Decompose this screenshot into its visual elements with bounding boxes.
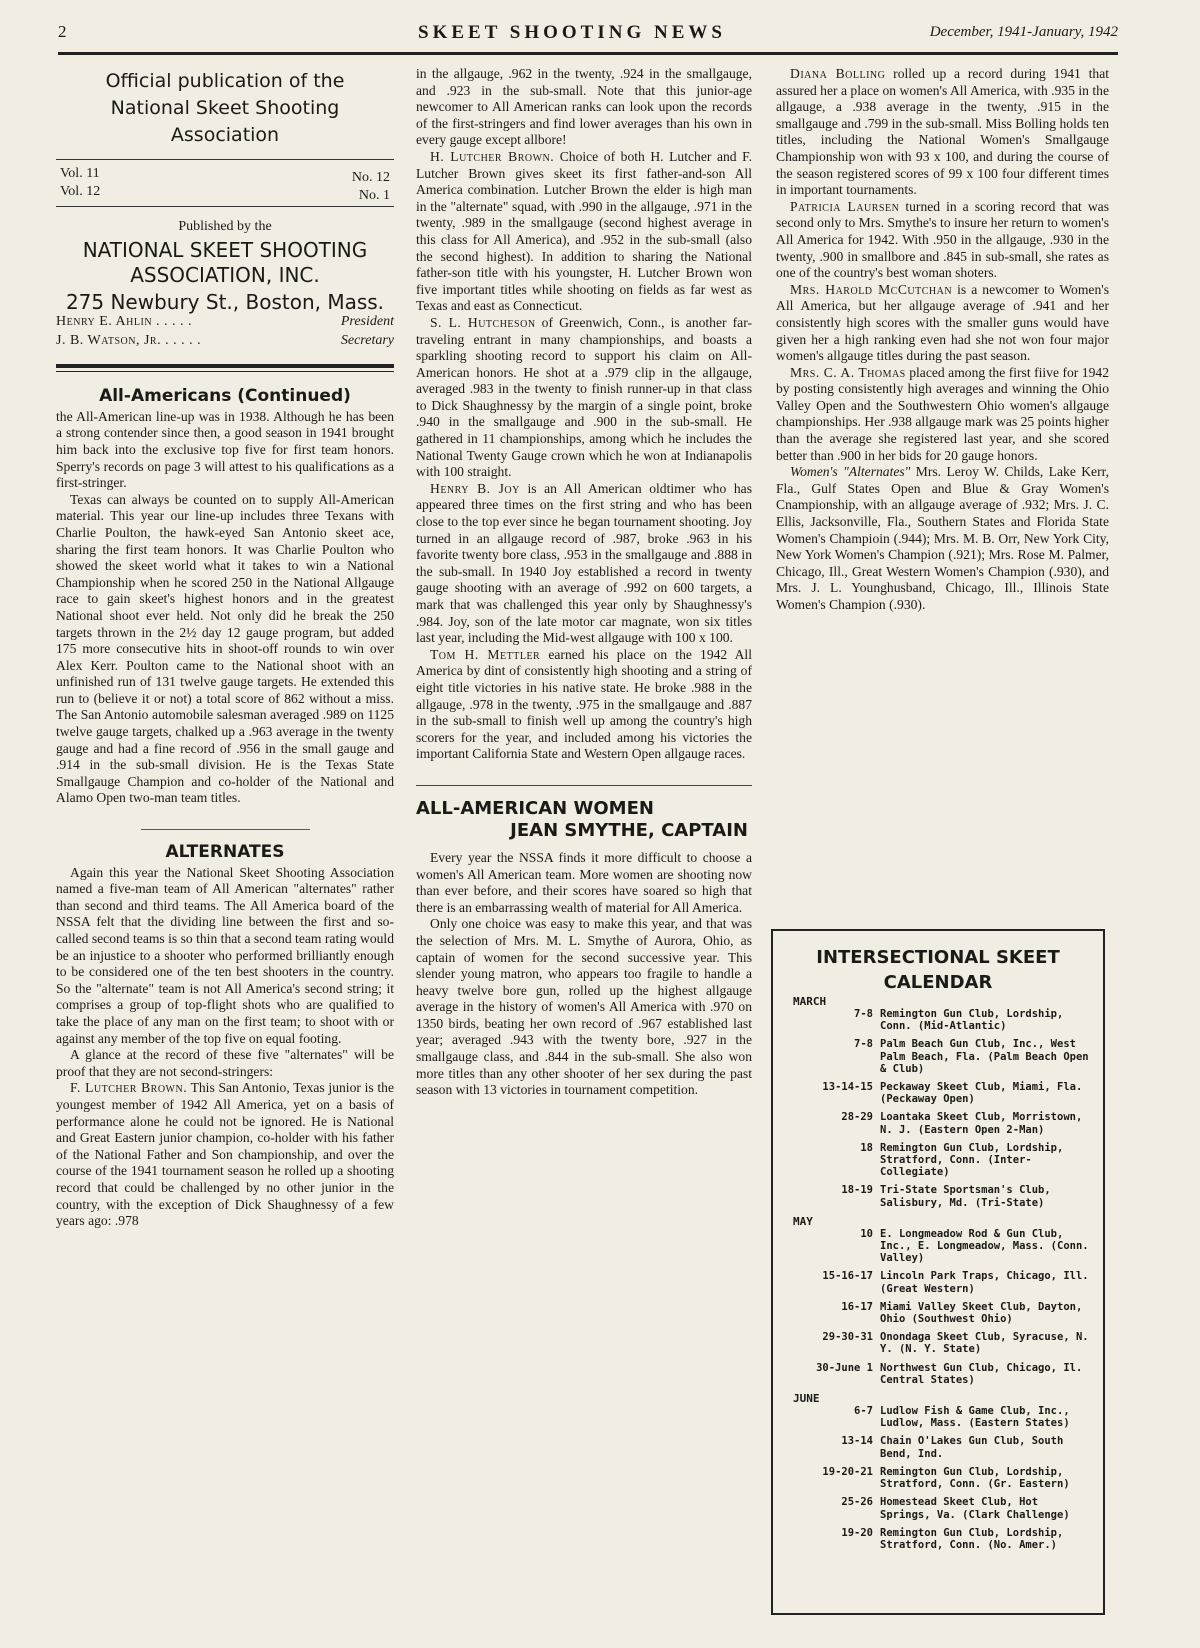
calendar-entry bbox=[773, 1270, 1103, 1294]
column-3 bbox=[776, 66, 1109, 614]
number-1: No. 12 bbox=[351, 170, 390, 185]
alternates-paragraph: Again this year the National Skeet Shooting Association named a five-man team of All American "alternates" rather than second and third teams. The All America board of the NSSA felt that the dividing line between the first and so-called second teams is so thin that a second team rating would be an injustice to a shooter who performed brilliantly enough to be considered one of the ten best shooters in the country. So the "alternate" team is not All America's second string; it comprises a group of top-flight shots who are qualified to take the place of any man on the first team; to shoot with or against any member of the top five on equal footing. bbox=[56, 864, 394, 1046]
volume-info bbox=[56, 159, 394, 207]
shooter-name: Patricia Laursen bbox=[790, 198, 900, 214]
calendar-entry-date: 29-30-31 bbox=[822, 1331, 873, 1344]
all-americans-paragraph: Texas can always be counted on to supply All-American material. This year our line-up includes three Texans with Charlie Poulton, the hawk-eyed San Antonio skeet ace, sharing the first team honors. It was Charlie Poulton who showed the skeet world what it takes to win a National Championship when he scored 250 in the National Allgauge race to gain skeet's highest honors and in the greatest National shoot ever held. Not only did he break the 250 targets thrown in the 2½ day 12 gauge program, but added 175 more consecutive hits in shoot-off rounds to win over Alex Kerr. Poulton came to the National shoot with an unfinished run of 131 twelve gauge targets. He extended this run to (believe it or not) a total score of 862 without a miss. The San Antonio automobile salesman averaged .989 on 1125 twelve gauge targets, chalked up a .963 average in the twenty gauge and had a fine record of .956 in the small gauge and .914 in the sub-small division. He is the Texas State Smallgauge Champion and co-holder of the National and Alamo Open two-man team titles. bbox=[56, 491, 394, 806]
page-header bbox=[58, 22, 1118, 55]
masthead-title: Official publication of the National Skeet Shooting Association bbox=[105, 70, 345, 146]
officer-president: Henry E. Ahlin . . . . . President bbox=[56, 314, 394, 330]
calendar-entry-event: Tri-State Sportsman's Club, Salisbury, Md. (Tri-State) bbox=[880, 1184, 1051, 1209]
number-2: No. 1 bbox=[358, 188, 390, 203]
calendar-entry-event: Loantaka Skeet Club, Morristown, N. J. (Eastern Open 2-Man) bbox=[880, 1111, 1083, 1136]
alternates-paragraph: Tom H. Mettler earned his place on the 1942 All America by dint of consistently high shooting and a string of eight title victories in his native state. He broke .988 in the allgauge, .978 in the twenty, .975 in the smallgauge and .887 in the sub-small to finish well up among the country's high scorers for the year, and included among his victories the important California State and Western Open allgauge races. bbox=[416, 646, 752, 762]
section-divider bbox=[141, 829, 310, 830]
calendar-entry-date: 18 bbox=[860, 1141, 873, 1154]
volume-1: Vol. 11 bbox=[60, 166, 100, 181]
shooter-name: F. Lutcher Brown. bbox=[70, 1080, 188, 1096]
publication-name: SKEET SHOOTING NEWS bbox=[418, 22, 726, 43]
calendar-entry-date: 13-14 bbox=[841, 1435, 873, 1448]
calendar-entry bbox=[773, 1435, 1103, 1459]
calendar-entry-event: E. Longmeadow Rod & Gun Club, Inc., E. Longmeadow, Mass. (Conn. Valley) bbox=[880, 1227, 1089, 1265]
calendar-entry-date: 7-8 bbox=[854, 1008, 873, 1020]
alternates-paragraph: H. Lutcher Brown. Choice of both H. Lutcher and F. Lutcher Brown gives skeet its first father-and-son All America combination. Lutcher Brown the elder is high man in the "alternate" squad, with .990 in the allgauge, .971 in the twenty, .989 in the smallgauge (second highest average in this class for All America), and .952 in the sub-small (also the second highest). In addition to sharing the National father-son title with his youngster, H. Lutcher Brown won five important titles while shooting on fields as far west as Texas and east as Connecticut. bbox=[416, 148, 753, 314]
calendar-entry-date: 6-7 bbox=[854, 1405, 873, 1418]
published-by: Published by the bbox=[178, 219, 272, 234]
calendar-entry bbox=[773, 1142, 1103, 1179]
calendar-entry-event: Chain O'Lakes Gun Club, South Bend, Ind. bbox=[880, 1435, 1064, 1460]
calendar-month: JUNE bbox=[793, 1392, 820, 1406]
calendar-entry bbox=[773, 1184, 1103, 1208]
calendar-entry bbox=[773, 1527, 1103, 1551]
calendar-entry-date: 30-June 1 bbox=[816, 1361, 873, 1374]
masthead-rule bbox=[56, 364, 394, 372]
calendar-entry-date: 7-8 bbox=[854, 1038, 873, 1051]
alternates-paragraph: F. Lutcher Brown. This San Antonio, Texas junior is the youngest member of 1942 All America, yet on a basis of performance alone he could not be ignored. He is National and Great Eastern junior champion, co-holder with his father of the National Father and Son championship, and over the course of the 1941 tournament season he rolled up a shooting record that could be challenged by no other junior in the country, with the exception of Dick Shaughnessy of a few years ago: .978 bbox=[56, 1080, 394, 1229]
shooter-name: Women's "Alternates" bbox=[790, 464, 911, 480]
calendar-entry-event: Miami Valley Skeet Club, Dayton, Ohio (Southwest Ohio) bbox=[880, 1300, 1083, 1326]
association-name: NATIONAL SKEET SHOOTING ASSOCIATION, INC. bbox=[82, 237, 368, 287]
alternates-paragraph: S. L. Hutcheson of Greenwich, Conn., is another far-traveling entrant in many championships, and boasts a sparkling shooting record to support his claim on All-American honors. He shot at a .979 clip in the allgauge, averaged .983 in the twenty to finish runner-up in that class to Dick Shaughnessy by the margin of a single point, broke .940 in the smallgauge and .900 in the sub-small. He gathered in 11 championships, among which he includes the National Twenty Gauge crown which he won at Indianapolis with 100 straight. bbox=[416, 314, 752, 480]
page-number: 2 bbox=[58, 22, 67, 41]
calendar-entry bbox=[773, 1362, 1103, 1386]
calendar-entry bbox=[773, 1466, 1103, 1490]
women-paragraph: Patricia Laursen turned in a scoring record that was second only to Mrs. Smythe's to insure her return to women's All America for 1942. With .950 in the allgauge, .930 in the twenty, .900 in smallbore and .845 in sub-small, she rates as one of the country's best woman shoters. bbox=[776, 198, 1109, 281]
all-americans-heading: All-Americans (Continued) bbox=[99, 386, 351, 407]
shooter-name: Mrs. C. A. Thomas bbox=[790, 364, 906, 380]
column-2 bbox=[416, 66, 752, 1099]
calendar-entry bbox=[773, 1081, 1103, 1105]
calendar-entry-date: 10 bbox=[860, 1227, 873, 1240]
alternates-paragraph: in the allgauge, .962 in the twenty, .924 in the smallgauge, and .923 in the sub-small. Note that this junior-age newcomer to All American ranks can look upon the records of the first-stringers and find lower averages than his own in every gauge except allbore! bbox=[416, 66, 752, 148]
calendar-entry-date: 19-20 bbox=[841, 1526, 873, 1539]
calendar-entry bbox=[773, 1405, 1103, 1429]
section-divider bbox=[416, 785, 752, 786]
calendar-entry bbox=[773, 1301, 1103, 1325]
calendar-entry-event: Homestead Skeet Club, Hot Springs, Va. (Clark Challenge) bbox=[880, 1496, 1070, 1521]
alternates-paragraph: Henry B. Joy is an All American oldtimer who has appeared three times on the first string and who has been close to the top ever since he began tournament shooting. Joy turned in an allgauge record of .987, broke .963 in his favorite twenty bore class, .953 in the smallgauge and .888 in the sub-small. In 1940 Joy established a record in twenty gauge shooting with an average of .992 on 600 targets, a mark that was challenged this year only by Shaughnessy's .984. Joy, son of the late motor car magnate, won six titles last year, including the Mid-west allgauge with 100 x 100. bbox=[416, 480, 752, 646]
volume-2: Vol. 12 bbox=[60, 184, 101, 199]
calendar-entry-event: Northwest Gun Club, Chicago, Il. Central States) bbox=[880, 1361, 1083, 1386]
calendar-entry-date: 18-19 bbox=[841, 1184, 873, 1197]
shooter-name: Diana Bolling bbox=[790, 66, 886, 81]
calendar-entry-date: 19-20-21 bbox=[822, 1465, 873, 1478]
calendar-entry-event: Ludlow Fish & Game Club, Inc., Ludlow, Mass. (Eastern States) bbox=[880, 1405, 1070, 1430]
officer-secretary: J. B. Watson, Jr. . . . . . Secretary bbox=[56, 333, 394, 349]
calendar-entry-event: Remington Gun Club, Lordship, Stratford, Conn. (Gr. Eastern) bbox=[880, 1465, 1070, 1491]
shooter-name: Mrs. Harold McCutchan bbox=[790, 281, 953, 297]
calendar-entry-date: 28-29 bbox=[841, 1111, 873, 1124]
calendar-entry bbox=[773, 1228, 1103, 1265]
calendar-entry-date: 25-26 bbox=[841, 1496, 873, 1509]
calendar-entry-event: Remington Gun Club, Lordship, Conn. (Mid-Atlantic) bbox=[880, 1008, 1064, 1033]
women-paragraph: Only one choice was easy to make this year, and that was the selection of Mrs. M. L. Smythe of Aurora, Ohio, as captain of women for the second successive year. This slender young matron, who appears too fragile to handle a heavy twelve bore gun, rolled up the highest allgauge average in the history of women's All America with .970 on 1350 birds, beating her own record of .967 established last year; averaged .943 with the twenty bore, .927 in the smallgauge class, and .844 in the sub-small. She also won more titles than any other shooter of her sex during the past season with 13 victories in tournament competition. bbox=[416, 916, 752, 1098]
women-paragraph: Every year the NSSA finds it more difficult to choose a women's All American team. More women are shooting now than ever before, and their scores have soared so high that there is an embarrassing wealth of material for All America. bbox=[416, 849, 752, 915]
calendar-entry bbox=[773, 1496, 1103, 1520]
shooter-name: Henry B. Joy bbox=[430, 480, 520, 496]
calendar-entry-date: 13-14-15 bbox=[822, 1081, 873, 1094]
alternates-heading: ALTERNATES bbox=[165, 842, 285, 863]
all-americans-paragraph: the All-American line-up was in 1938. Although he has been a strong contender since then, a good season in 1941 brought him back into the exclusive top five for first team honors. Sperry's records on page 3 will attest to his qualifications as a first-stringer. bbox=[56, 408, 394, 491]
women-paragraph: Women's "Alternates" Mrs. Leroy W. Childs, Lake Kerr, Fla., Gulf States Open and Blue & Gray Women's Cnampionship, with an allgauge average of .932; Mrs. J. C. Ellis, Jacksonville, Fla., Southern States and Florida State Women's Champioin (.944); Mrs. M. B. Orr, New York City, New York Women's Champion (.921); Mrs. Rose M. Palmer, Chicago, Ill., Great Western Women's Champion (.930), and Mrs. J. L. Younghusband, Chicago, Ill., Illinois State Women's Champion (.930). bbox=[776, 464, 1109, 612]
calendar-entry-event: Onondaga Skeet Club, Syracuse, N. Y. (N. Y. State) bbox=[880, 1331, 1089, 1356]
alternates-paragraph: A glance at the record of these five "alternates" will be proof that they are not second-stringers: bbox=[56, 1047, 394, 1079]
shooter-name: S. L. Hutcheson bbox=[430, 314, 536, 330]
calendar-entry bbox=[773, 1111, 1103, 1135]
calendar-entry-event: Lincoln Park Traps, Chicago, Ill. (Great Western) bbox=[880, 1270, 1089, 1295]
women-paragraph: Mrs. C. A. Thomas placed among the first fiive for 1942 by posting consistently high averages and winning the Ohio Valley Open and the Southwestern Ohio women's allgauge championships. Her .938 allgauge mark was 25 points higher than the average she registered last year, and she scored better than .900 in her bids for 20 gauge honors. bbox=[776, 364, 1109, 463]
calendar-month: MAY bbox=[793, 1214, 813, 1228]
calendar-entry-event: Remington Gun Club, Lordship, Stratford, Conn. (Inter-Collegiate) bbox=[880, 1141, 1064, 1179]
column-1 bbox=[56, 66, 394, 1230]
skeet-calendar-box bbox=[771, 929, 1105, 1615]
calendar-body bbox=[773, 995, 1103, 1551]
calendar-entry-event: Peckaway Skeet Club, Miami, Fla. (Peckaway Open) bbox=[880, 1081, 1083, 1106]
calendar-entry-date: 15-16-17 bbox=[822, 1270, 873, 1283]
women-heading: ALL-AMERICAN WOMEN JEAN SMYTHE, CAPTAIN bbox=[416, 797, 748, 841]
calendar-entry-event: Remington Gun Club, Lordship, Stratford, Conn. (No. Amer.) bbox=[880, 1526, 1064, 1551]
issue-date: December, 1941-January, 1942 bbox=[929, 24, 1118, 40]
calendar-entry bbox=[773, 1331, 1103, 1355]
calendar-entry-event: Palm Beach Gun Club, Inc., West Palm Beach, Fla. (Palm Beach Open & Club) bbox=[880, 1038, 1089, 1075]
calendar-entry-date: 16-17 bbox=[841, 1300, 873, 1313]
calendar-month: MARCH bbox=[793, 995, 827, 1008]
calendar-entry bbox=[773, 1008, 1103, 1032]
shooter-name: Tom H. Mettler bbox=[430, 646, 541, 662]
calendar-title: INTERSECTIONAL SKEET CALENDAR bbox=[816, 947, 1060, 993]
association-address: 275 Newbury St., Boston, Mass. bbox=[65, 289, 385, 314]
calendar-entry bbox=[773, 1038, 1103, 1075]
shooter-name: H. Lutcher Brown. bbox=[430, 148, 555, 164]
women-paragraph: Mrs. Harold McCutchan is a newcomer to Women's All America, but her allgauge average of .941 and her consistently high scores with the smaller guns would have given her a high ranking even had she not won four major women's allgauge titles during the past season. bbox=[776, 281, 1110, 364]
women-paragraph: Diana Bolling rolled up a record during 1941 that assured her a place on women's All America, with .935 in the allgauge, a .938 average in the twenty, .915 in the smallgauge and .799 in the sub-small. Miss Bolling holds ten titles, including the National Women's Smallgauge Championship won with 93 x 100, and during the course of the season registered scores of 99 x 100 four different times in important tournaments. bbox=[776, 66, 1109, 198]
